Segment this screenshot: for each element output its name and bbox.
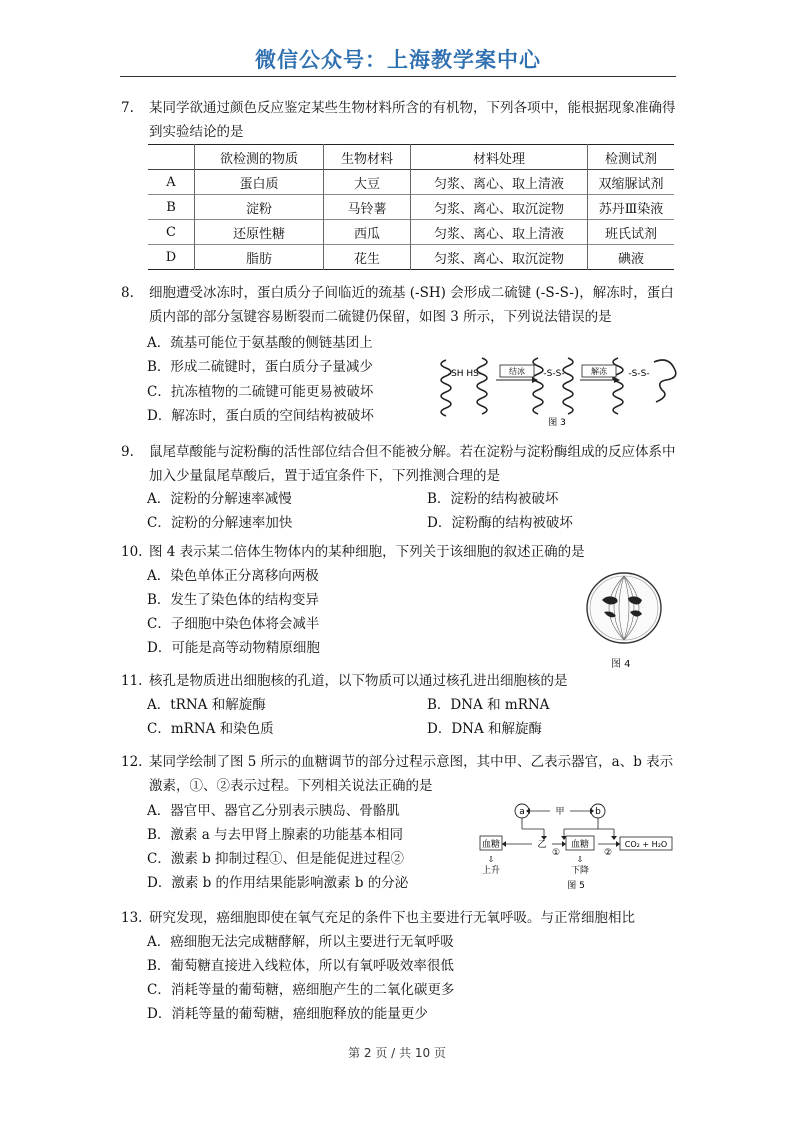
question-number: 9. [121, 444, 134, 460]
question-text: 细胞遭受冰冻时，蛋白质分子间临近的巯基 (-SH) 会形成二硫键 (-S-S-)，解冻时，蛋白质内部的部分氢键容易断裂而二硫键仍保留，如图 3 所示，下列说法错误的是 [149, 285, 674, 325]
figure-4-cell-diagram [584, 568, 664, 648]
figure-3-disulfide-diagram [432, 350, 682, 430]
option-c: C．抗冻植物的二硫键可能更易被破坏 [147, 384, 374, 400]
figure-caption: 图 5 [567, 881, 585, 891]
thaw-label: 解冻 [591, 367, 607, 376]
question-number: 13. [121, 910, 143, 926]
table-cell: 匀浆、离心、取沉淀物 [411, 245, 588, 270]
question-7 [121, 96, 681, 144]
question-text: 某同学欲通过颜色反应鉴定某些生物材料所含的有机物，下列各项中，能根据现象准确得到实验结论的是 [149, 100, 676, 140]
freeze-label: 结冰 [509, 367, 525, 376]
table-cell: 苏丹Ⅲ染液 [588, 195, 675, 220]
rise-label: 上升 [481, 866, 501, 876]
hormone-b: b [595, 807, 601, 817]
table-cell: 班氏试剂 [588, 220, 675, 245]
table-header-cell: 材料处理 [411, 145, 588, 170]
question-text: 某同学绘制了图 5 所示的血糖调节的部分过程示意图，其中甲、乙表示器官，a、b 表示激素，①、②表示过程。下列相关说法正确的是 [149, 754, 674, 794]
option-d: D．解冻时，蛋白质的空间结构被破坏 [147, 408, 374, 424]
blood-sugar-right: 血糖 [570, 840, 590, 850]
question-number: 10. [121, 544, 143, 560]
down-arrow-glyph: ⇩ [576, 855, 584, 864]
header-divider [120, 76, 676, 77]
process-1: ① [551, 848, 561, 858]
question-number: 11. [121, 673, 143, 689]
question-12 [121, 750, 681, 798]
option-a: A．巯基可能位于氨基酸的侧链基团上 [147, 335, 373, 351]
option-b: B．DNA 和 mRNA [427, 697, 550, 713]
option-a: A．癌细胞无法完成糖酵解，所以主要进行无氧呼吸 [147, 934, 454, 950]
option-c: C．激素 b 抑制过程①、但是能促进过程② [147, 851, 405, 867]
table-cell: 脂肪 [195, 245, 324, 270]
option-b: B．发生了染色体的结构变异 [147, 592, 319, 608]
organ-yi: 乙 [537, 840, 547, 850]
option-d: D．消耗等量的葡萄糖，癌细胞释放的能量更少 [147, 1006, 428, 1022]
blood-sugar-left: 血糖 [481, 840, 501, 850]
figure-5-glucose-regulation-diagram [476, 802, 696, 892]
option-b: B．葡萄糖直接进入线粒体，所以有氧呼吸效率很低 [147, 958, 454, 974]
option-d: D．淀粉酶的结构被破坏 [427, 515, 573, 531]
table-row [148, 195, 674, 220]
table-cell: 淀粉 [195, 195, 324, 220]
table-cell: B [166, 199, 176, 215]
co2-h2o-product: CO₂ + H₂O [624, 840, 668, 849]
down-arrow-glyph: ⇩ [487, 855, 495, 864]
table-cell: 匀浆、离心、取上清液 [411, 170, 588, 195]
ss-label-2: -S-S- [628, 369, 650, 379]
ss-label: -S-S- [543, 369, 565, 379]
table-header-cell [148, 145, 195, 170]
option-b: B．激素 a 与去甲肾上腺素的功能基本相同 [147, 827, 404, 843]
table-cell: 马铃薯 [324, 195, 411, 220]
figure-caption: 图 3 [548, 418, 566, 428]
question-11 [121, 669, 681, 693]
table-row [148, 220, 674, 245]
option-b: B．形成二硫键时，蛋白质分子量减少 [147, 359, 373, 375]
question-number: 8. [121, 285, 134, 301]
table-cell: 大豆 [324, 170, 411, 195]
table-cell: 碘液 [588, 245, 675, 270]
question-9 [121, 440, 681, 488]
question-text: 核孔是物质进出细胞核的孔道，以下物质可以通过核孔进出细胞核的是 [149, 673, 568, 689]
page-footer: 第 2 页 / 共 10 页 [348, 1046, 446, 1060]
table-cell: 蛋白质 [195, 170, 324, 195]
option-d: D．可能是高等动物精原细胞 [147, 640, 320, 656]
option-a: A．tRNA 和解旋酶 [147, 697, 266, 713]
organ-jia: 甲 [555, 807, 565, 817]
option-d: D．激素 b 的作用结果能影响激素 b 的分泌 [147, 875, 409, 891]
sh-label: -SH HS- [447, 369, 483, 379]
table-cell: 匀浆、离心、取沉淀物 [411, 195, 588, 220]
fall-label: 下降 [570, 866, 590, 876]
option-c: C．子细胞中染色体将会减半 [147, 616, 320, 632]
table-header-cell: 生物材料 [324, 145, 411, 170]
figure-4-caption: 图 4 [611, 659, 631, 670]
table-header-cell: 欲检测的物质 [195, 145, 324, 170]
table-row [148, 170, 674, 195]
table-cell: 还原性糖 [195, 220, 324, 245]
table-header-cell: 检测试剂 [588, 145, 675, 170]
table-cell: 西瓜 [324, 220, 411, 245]
question-text: 鼠尾草酸能与淀粉酶的活性部位结合但不能被分解。若在淀粉与淀粉酶组成的反应体系中加入少量鼠尾草酸后，置于适宜条件下，下列推测合理的是 [149, 444, 676, 484]
question-10 [121, 540, 681, 564]
option-c: C．淀粉的分解速率加快 [147, 515, 293, 531]
process-2: ② [603, 848, 613, 858]
option-a: A．染色单体正分离移向两极 [147, 568, 319, 584]
option-c: C．mRNA 和染色质 [147, 721, 274, 737]
table-cell: D [165, 249, 177, 265]
option-d: D．DNA 和解旋酶 [427, 721, 543, 737]
question-number: 7. [121, 100, 134, 116]
table-cell: C [166, 224, 176, 240]
hormone-a: a [519, 807, 525, 817]
question-text: 图 4 表示某二倍体生物体内的某种细胞，下列关于该细胞的叙述正确的是 [149, 544, 585, 560]
question-13 [121, 906, 681, 930]
page-header-title: 微信公众号：上海教学案中心 [255, 48, 541, 72]
option-b: B．淀粉的结构被破坏 [427, 491, 559, 507]
table-cell: A [166, 174, 176, 190]
question-number: 12. [121, 754, 143, 770]
table-cell: 匀浆、离心、取上清液 [411, 220, 588, 245]
table-cell: 花生 [324, 245, 411, 270]
reagent-table [148, 144, 674, 270]
option-a: A．器官甲、器官乙分别表示胰岛、骨骼肌 [147, 803, 400, 819]
question-text: 研究发现，癌细胞即使在氧气充足的条件下也主要进行无氧呼吸。与正常细胞相比 [149, 910, 635, 926]
table-row [148, 245, 674, 270]
option-a: A．淀粉的分解速率减慢 [147, 491, 292, 507]
question-8 [121, 281, 681, 329]
table-header-row [148, 145, 674, 170]
table-cell: 双缩脲试剂 [588, 170, 675, 195]
option-c: C．消耗等量的葡萄糖，癌细胞产生的二氧化碳更多 [147, 982, 455, 998]
